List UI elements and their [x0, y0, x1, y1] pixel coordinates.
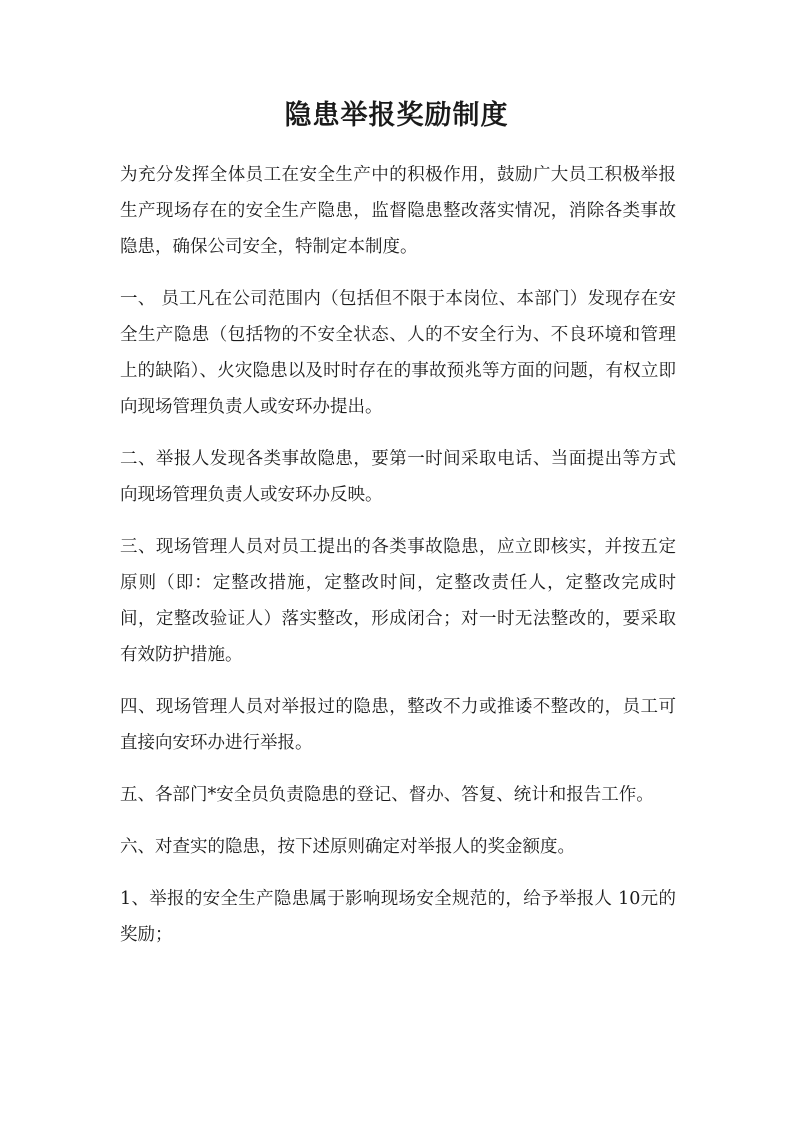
document-body	[120, 157, 676, 969]
clause-5-paragraph: 五、各部门*安全员负责隐患的登记、督办、答复、统计和报告工作。	[120, 785, 654, 805]
intro-paragraph: 为充分发挥全体员工在安全生产中的积极作用，鼓励广大员工积极举报生产现场存在的安全生产隐患，监督隐患整改落实情况，消除各类事故隐患，确保公司安全，特制定本制度。	[120, 165, 676, 257]
reward-rule-1-paragraph: 1、举报的安全生产隐患属于影响现场安全规范的，给予举报人 10元的奖励；	[120, 889, 676, 945]
clause-1-paragraph: 一、 员工凡在公司范围内（包括但不限于本岗位、本部门）发现存在安全生产隐患（包括物的不安全状态、人的不安全行为、不良环境和管理上的缺陷）、火灾隐患以及时时存在的事故预兆等方面的问题，有权立即向现场管理负责人或安环办提出。	[120, 289, 676, 417]
document-title: 隐患举报奖励制度	[284, 100, 509, 131]
clause-2-paragraph: 二、举报人发现各类事故隐患，要第一时间采取电话、当面提出等方式向现场管理负责人或安环办反映。	[120, 449, 676, 505]
clause-3-paragraph: 三、现场管理人员对员工提出的各类事故隐患，应立即核实，并按五定原则（即：定整改措施，定整改时间，定整改责任人，定整改完成时间，定整改验证人）落实整改，形成闭合；对一时无法整改的，要采取有效防护措施。	[120, 537, 676, 665]
clause-6-paragraph: 六、对查实的隐患，按下述原则确定对举报人的奖金额度。	[120, 837, 575, 857]
clause-4-paragraph: 四、现场管理人员对举报过的隐患，整改不力或推诿不整改的，员工可直接向安环办进行举报。	[120, 697, 676, 753]
